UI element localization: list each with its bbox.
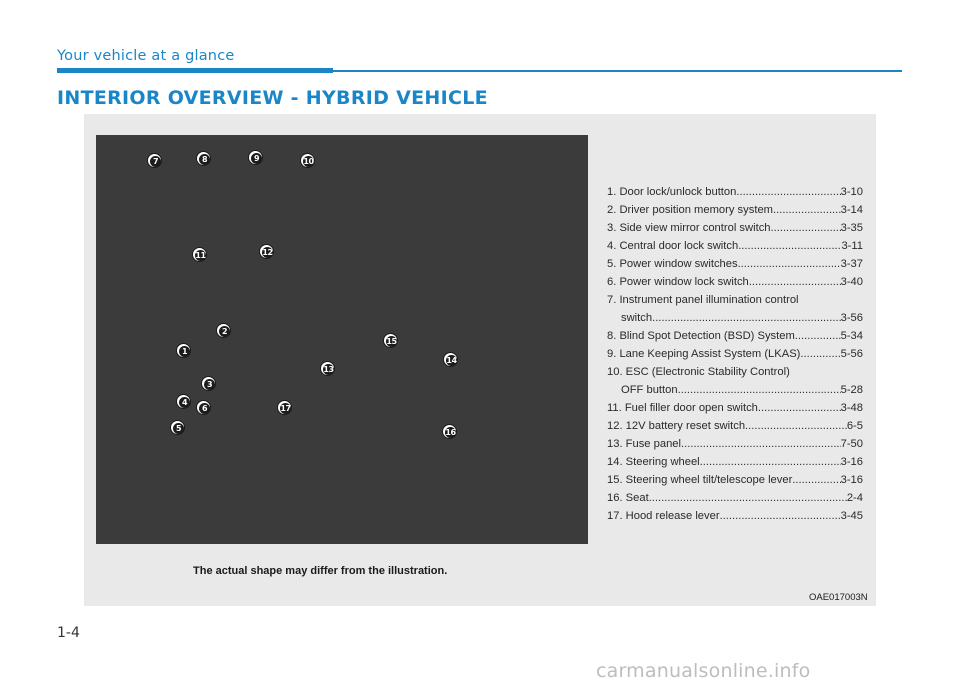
legend-item: 12. 12V battery reset switch ..... 6-5 (607, 417, 863, 435)
callout-badge: 12 (259, 244, 274, 259)
component-legend (607, 183, 863, 525)
legend-item: 16. Seat ..... 2-4 (607, 489, 863, 507)
callout-badge: 10 (300, 153, 315, 168)
section-title: Your vehicle at a glance (57, 48, 235, 64)
legend-item: 4. Central door lock switch ..... 3-11 (607, 237, 863, 255)
callout-badge: 9 (248, 150, 263, 165)
callout-badge: 2 (216, 323, 231, 338)
figure-code: OAE017003N (809, 592, 868, 603)
header-rule-thin (333, 70, 902, 72)
callout-badge: 1 (176, 343, 191, 358)
legend-item: 13. Fuse panel ..... 7-50 (607, 435, 863, 453)
callout-badge: 16 (442, 424, 457, 439)
callout-badge: 6 (196, 400, 211, 415)
callout-badge: 5 (170, 420, 185, 435)
header-rule-thick (57, 68, 333, 73)
legend-item: 8. Blind Spot Detection (BSD) System ..... 5-34 (607, 327, 863, 345)
legend-item: 11. Fuel filler door open switch ..... 3-48 (607, 399, 863, 417)
callout-badge: 7 (147, 153, 162, 168)
legend-item-continuation: switch ..... 3-56 (607, 309, 863, 327)
legend-item-continuation: OFF button ..... 5-28 (607, 381, 863, 399)
callout-badge: 4 (176, 394, 191, 409)
page-title: INTERIOR OVERVIEW - HYBRID VEHICLE (57, 87, 488, 109)
legend-item: 3. Side view mirror control switch ..... 3-35 (607, 219, 863, 237)
callout-badge: 11 (192, 247, 207, 262)
legend-item: 2. Driver position memory system ..... 3-14 (607, 201, 863, 219)
legend-item: 6. Power window lock switch ..... 3-40 (607, 273, 863, 291)
legend-item: 1. Door lock/unlock button ..... 3-10 (607, 183, 863, 201)
watermark: carmanualsonline.info (596, 660, 811, 682)
page-number: 1-4 (57, 625, 80, 641)
legend-item: 17. Hood release lever ..... 3-45 (607, 507, 863, 525)
legend-item: 14. Steering wheel ..... 3-16 (607, 453, 863, 471)
callout-badge: 17 (277, 400, 292, 415)
legend-item: 5. Power window switches ..... 3-37 (607, 255, 863, 273)
callout-badge: 14 (443, 352, 458, 367)
callout-badge: 8 (196, 151, 211, 166)
interior-illustration (96, 135, 588, 544)
legend-item: 7. Instrument panel illumination control (607, 294, 799, 306)
legend-item: 9. Lane Keeping Assist System (LKAS) ..... 5-56 (607, 345, 863, 363)
legend-item: 15. Steering wheel tilt/telescope lever ..... 3-16 (607, 471, 863, 489)
figure-caption: The actual shape may differ from the illustration. (193, 565, 448, 577)
callout-badge: 3 (201, 376, 216, 391)
legend-item: 10. ESC (Electronic Stability Control) (607, 366, 790, 378)
callout-badge: 15 (383, 333, 398, 348)
callout-badge: 13 (320, 361, 335, 376)
